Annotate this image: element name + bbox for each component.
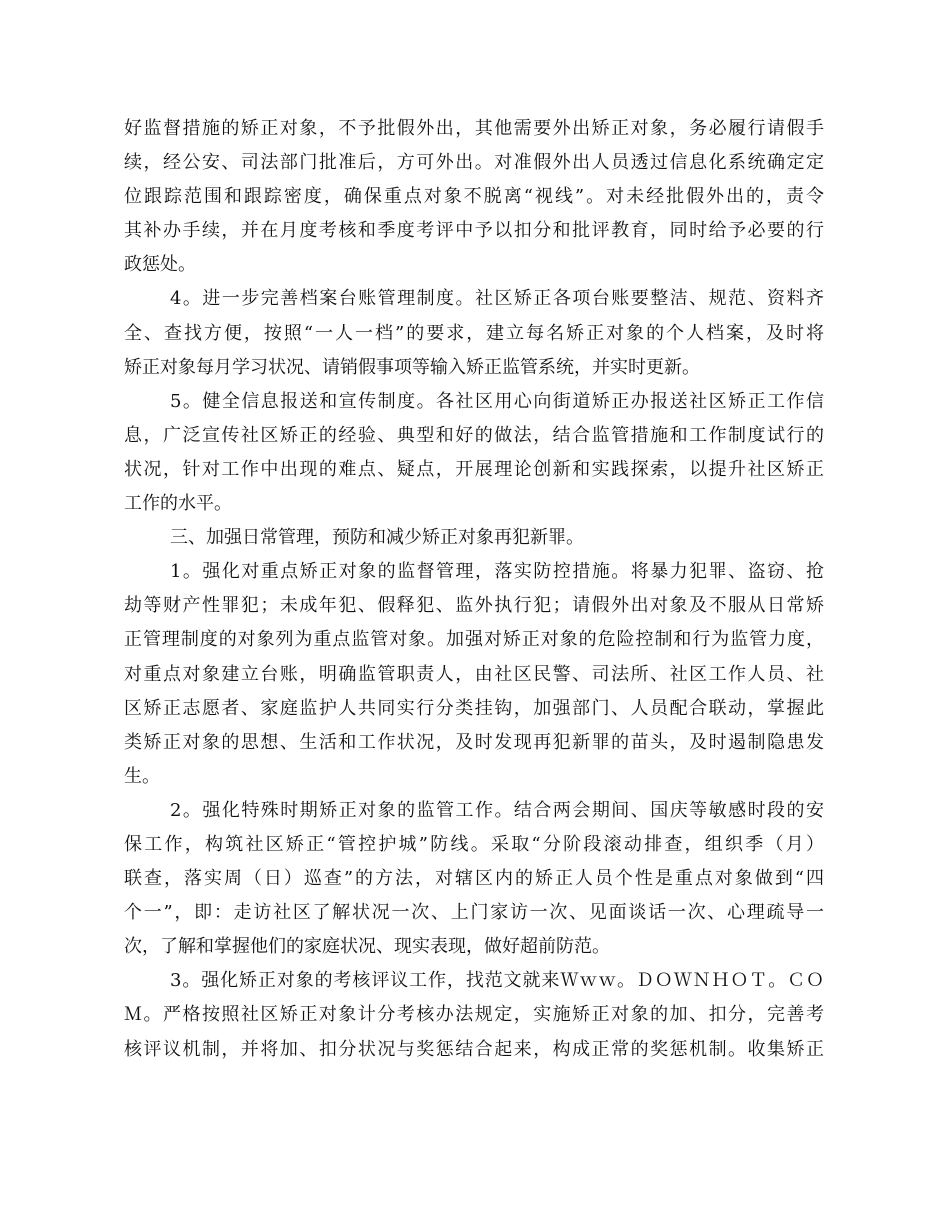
paragraph-first-line: 3。强化矫正对象的考核评议工作，找范文就来Ｗｗｗ。ＤＯＷＮＨＯＴ。ＣＯ [170,970,824,992]
text-line: 工作的水平。 [124,493,232,515]
text-line: 息，广泛宣传社区矫正的经验、典型和好的做法，结合监管措施和工作制度试行的 [124,424,824,446]
text-line: 个一”，即：走访社区了解状况一次、上门家访一次、见面谈话一次、心理疏导一 [124,902,824,924]
paragraph-first-line: 三、加强日常管理，预防和减少矫正对象再犯新罪。 [170,527,584,549]
text-line: 全、查找方便，按照“一人一档”的要求，建立每名矫正对象的个人档案，及时将 [124,322,824,344]
text-line: 生。 [124,765,160,787]
paragraph-first-line: 5。健全信息报送和宣传制度。各社区用心向街道矫正办报送社区矫正工作信 [170,390,824,412]
body-text [124,112,824,1067]
text-line: 类矫正对象的思想、生活和工作状况，及时发现再犯新罪的苗头，及时遏制隐患发 [124,731,824,753]
text-line: 次，了解和掌握他们的家庭状况、现实表现，做好超前防范。 [124,936,610,958]
paragraph-first-line: 4。进一步完善档案台账管理制度。社区矫正各项台账要整洁、规范、资料齐 [170,288,824,310]
paragraph-first-line: 2。强化特殊时期矫正对象的监管工作。结合两会期间、国庆等敏感时段的安 [170,799,824,821]
text-line: 矫正对象每月学习状况、请销假事项等输入矫正监管系统，并实时更新。 [124,356,700,378]
text-line: 续，经公安、司法部门批准后，方可外出。对准假外出人员透过信息化系统确定定 [124,152,824,174]
text-line: 劫等财产性罪犯；未成年犯、假释犯、监外执行犯；请假外出对象及不服从日常矫 [124,595,824,617]
paragraph-first-line: 1。强化对重点矫正对象的监督管理，落实防控措施。将暴力犯罪、盗窃、抢 [170,561,824,583]
text-line: 状况，针对工作中出现的难点、疑点，开展理论创新和实践探索，以提升社区矫正 [124,458,824,480]
text-line: 联查，落实周（日）巡查”的方法，对辖区内的矫正人员个性是重点对象做到“四 [124,868,824,890]
text-line: 其补办手续，并在月度考核和季度考评中予以扣分和批评教育，同时给予必要的行 [124,220,824,242]
text-line: 区矫正志愿者、家庭监护人共同实行分类挂钩，加强部门、人员配合联动，掌握此 [124,697,824,719]
text-line: 位跟踪范围和跟踪密度，确保重点对象不脱离“视线”。对未经批假外出的，责令 [124,186,824,208]
text-line: 好监督措施的矫正对象，不予批假外出，其他需要外出矫正对象，务必履行请假手 [124,118,824,139]
text-line: 政惩处。 [124,254,196,276]
text-line: 核评议机制，并将加、扣分状况与奖惩结合起来，构成正常的奖惩机制。收集矫正 [124,1038,824,1060]
text-line: Ｍ。严格按照社区矫正对象计分考核办法规定，实施矫正对象的加、扣分，完善考 [124,1004,824,1026]
text-line: 正管理制度的对象列为重点监管对象。加强对矫正对象的危险控制和行为监管力度， [124,629,824,651]
text-line: 保工作，构筑社区矫正“管控护城”防线。采取“分阶段滚动排查，组织季（月） [124,833,824,855]
text-line: 对重点对象建立台账，明确监管职责人，由社区民警、司法所、社区工作人员、社 [124,663,824,685]
